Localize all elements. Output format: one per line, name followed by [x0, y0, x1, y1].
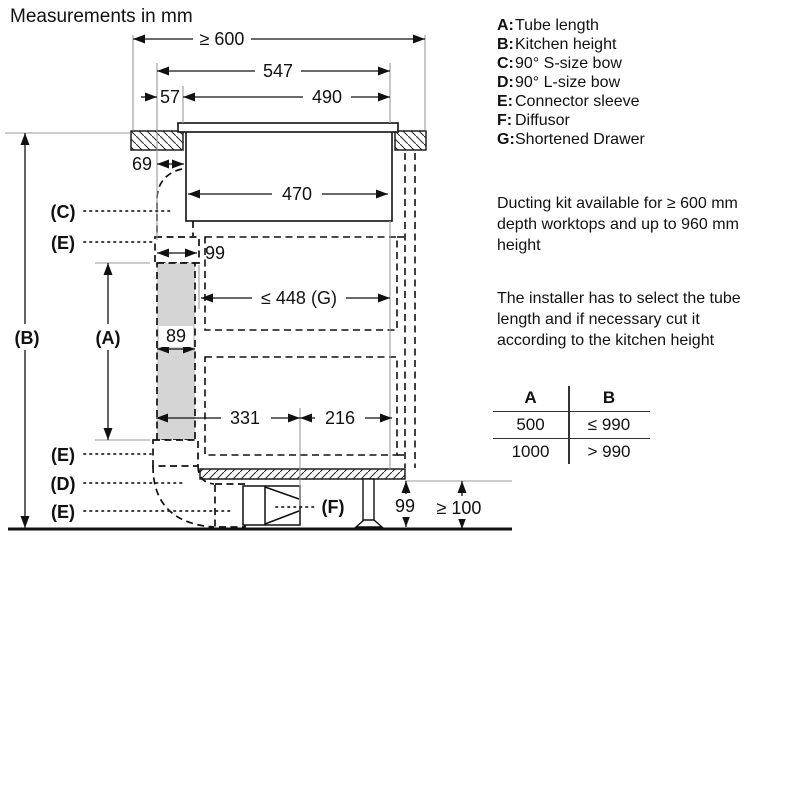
label-e3: (E)	[51, 502, 75, 522]
installer-note: The installer has to select the tube length and if necessary cut it according to the kitchen height	[497, 290, 741, 349]
page-title: Measurements in mm	[10, 6, 193, 27]
ducting-kit-note: Ducting kit available for ≥ 600 mm depth worktops and up to 960 mm height	[497, 195, 739, 254]
tube-length-table	[493, 384, 650, 465]
connector-sleeve-bottom	[215, 484, 245, 527]
connector-sleeve-top	[155, 237, 199, 263]
table-header-a: A	[524, 388, 537, 407]
foot-base	[356, 520, 382, 527]
table-header-b: B	[602, 388, 616, 407]
dim-label-216: 216	[324, 408, 356, 428]
legend-label: Connector sleeve	[515, 93, 640, 110]
dim-label-99-top: 99	[205, 243, 226, 263]
legend-item-e	[497, 92, 792, 111]
label-d: (D)	[50, 474, 76, 494]
dim-label-448-g: ≤ 448 (G)	[261, 288, 337, 308]
leader-lines	[84, 211, 316, 511]
installation-diagram	[0, 0, 520, 545]
adjustable-foot	[363, 479, 374, 521]
legend-label: Shortened Drawer	[515, 131, 645, 148]
shortened-drawer-outline	[205, 237, 397, 330]
extension-lines	[5, 35, 512, 506]
table-cell-b: > 990	[587, 442, 631, 461]
lower-drawer-outline	[205, 357, 397, 455]
connector-sleeve-middle	[153, 440, 198, 466]
table-column-divider	[568, 386, 570, 464]
table-cell-a: 1000	[511, 442, 550, 461]
diffusor	[243, 486, 300, 525]
cabinet-bottom-board	[200, 469, 405, 479]
dim-label-470: 470	[281, 184, 313, 204]
hob-top-plate	[178, 123, 398, 132]
worktop-right-section	[395, 131, 426, 150]
hob-body	[186, 131, 392, 221]
legend-item-g	[497, 130, 792, 149]
dim-label-490: 490	[311, 87, 343, 107]
legend-label: Kitchen height	[515, 36, 617, 53]
table-row	[493, 412, 650, 439]
legend-item-f	[497, 111, 792, 130]
dim-label-57: 57	[159, 87, 181, 107]
dim-label-69: 69	[131, 154, 152, 174]
label-b: (B)	[14, 328, 40, 348]
label-f: (F)	[321, 497, 345, 517]
legend-label: 90° S-size bow	[515, 55, 622, 72]
table-row	[493, 439, 650, 465]
legend-label: Diffusor	[515, 112, 570, 129]
duct-tube	[157, 263, 195, 440]
dim-label-99-bottom: 99	[394, 496, 416, 516]
legend-key: C:	[497, 55, 514, 72]
legend-key: A:	[497, 17, 514, 34]
dim-label-89: 89	[165, 326, 187, 346]
label-c: (C)	[50, 202, 76, 222]
dim-label-depth-600: ≥ 600	[199, 29, 245, 49]
dim-label-plinth-100: ≥ 100	[436, 498, 482, 518]
legend-key: E:	[497, 93, 513, 110]
label-backgrounds	[8, 27, 488, 519]
legend-label: 90° L-size bow	[515, 74, 621, 91]
diagram-svg	[0, 0, 520, 545]
s-bow	[157, 169, 182, 236]
dim-label-547: 547	[262, 61, 294, 81]
label-a: (A)	[95, 328, 121, 348]
legend-label: Tube length	[515, 17, 599, 34]
legend-item-a	[497, 16, 792, 35]
dim-label-331: 331	[229, 408, 261, 428]
legend-key: F:	[497, 112, 513, 129]
label-e2: (E)	[51, 445, 75, 465]
label-e1: (E)	[51, 233, 75, 253]
table-cell-b: ≤ 990	[587, 415, 631, 434]
legend-key: D:	[497, 74, 514, 91]
legend-key: G:	[497, 131, 515, 148]
legend-key: B:	[497, 36, 514, 53]
legend	[497, 16, 792, 149]
table-header-row	[493, 384, 650, 412]
legend-item-b	[497, 35, 792, 54]
legend-item-d	[497, 73, 792, 92]
legend-item-c	[497, 54, 792, 73]
table-cell-a: 500	[516, 415, 545, 434]
